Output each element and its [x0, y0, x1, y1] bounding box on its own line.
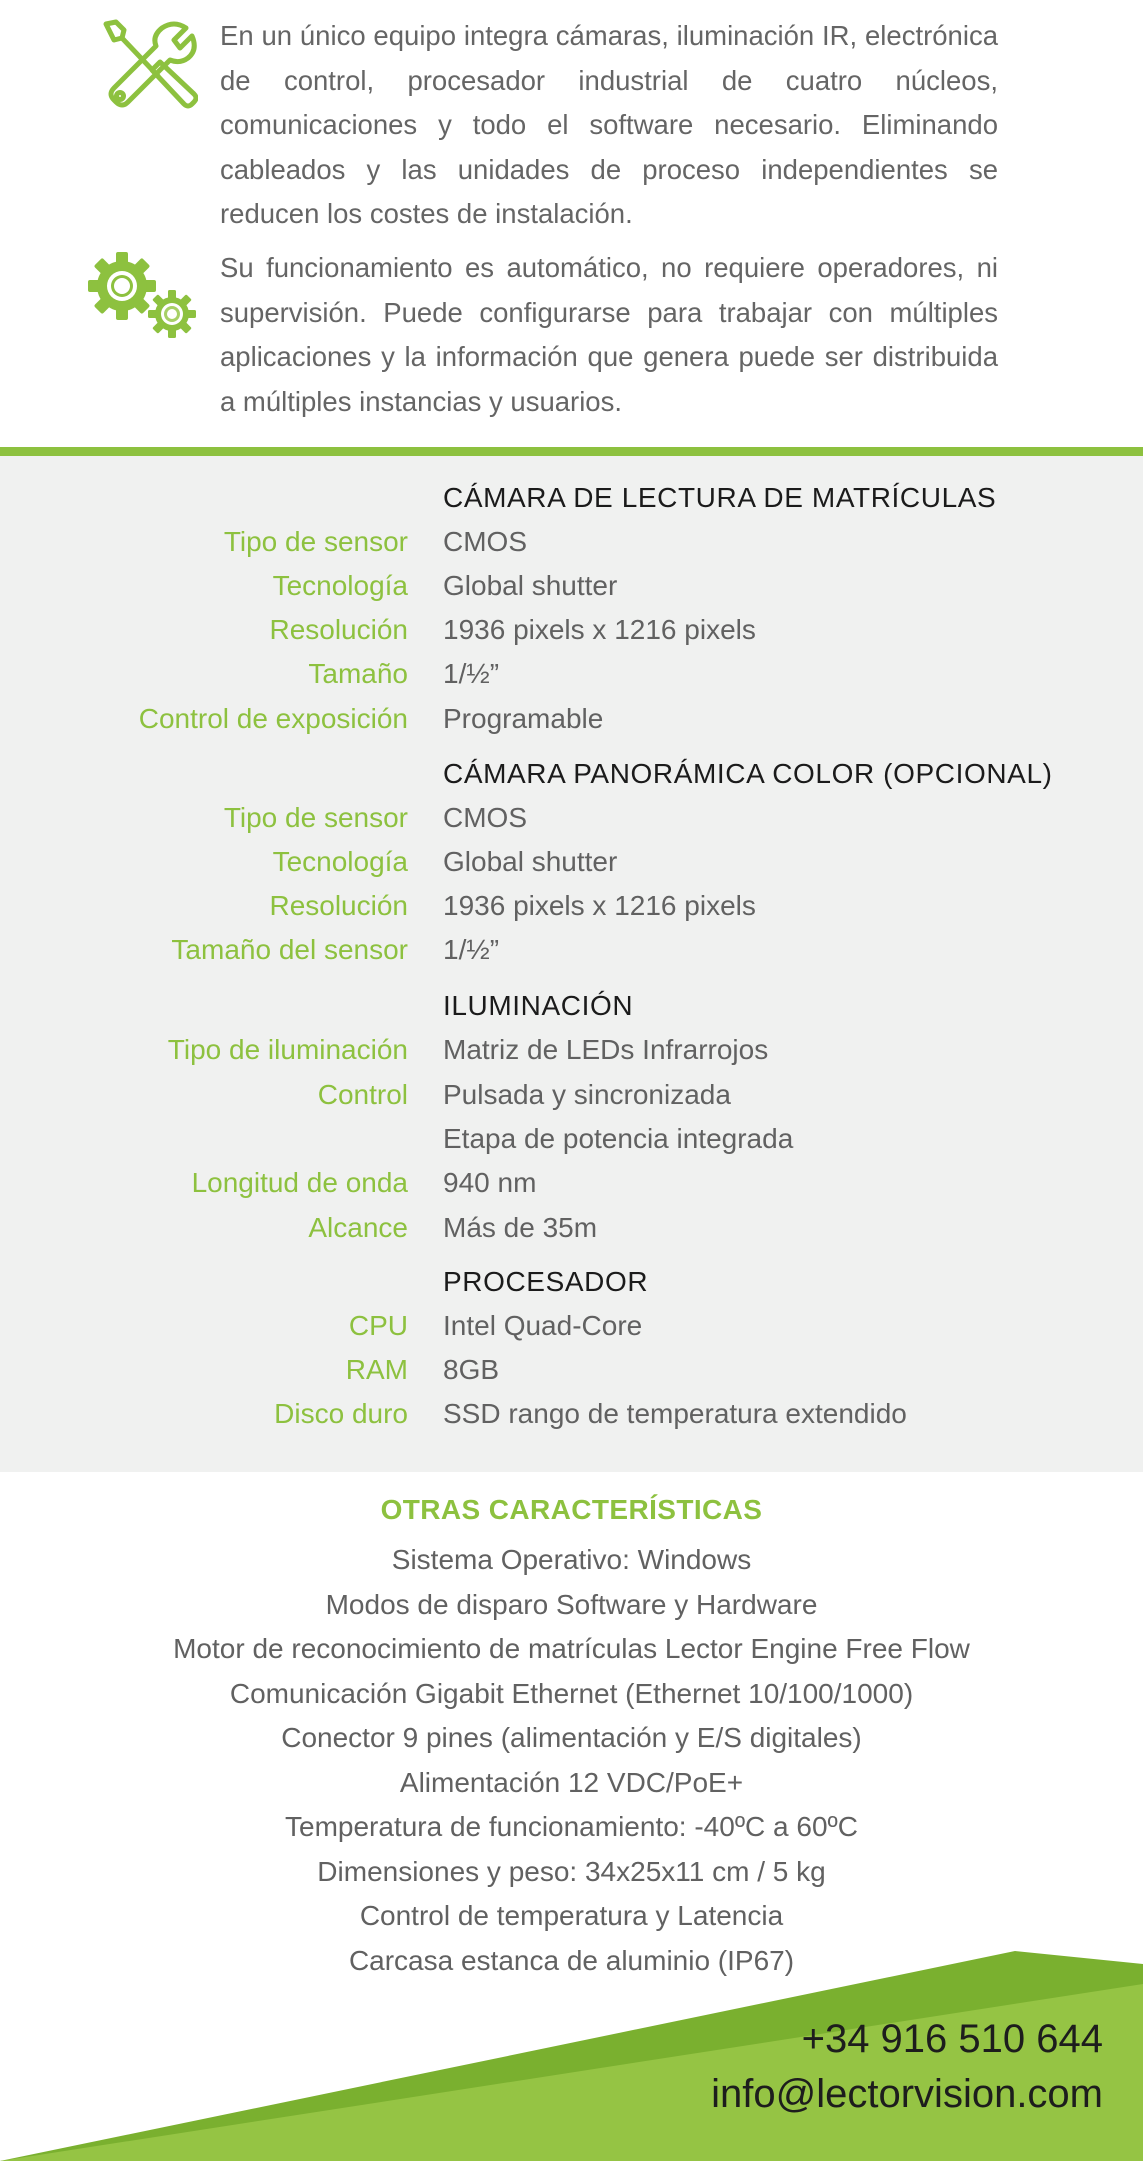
spec-value: 1936 pixels x 1216 pixels [443, 890, 756, 921]
spec-value: CMOS [443, 802, 527, 833]
spec-label: Resolución [269, 890, 408, 921]
spec-row [0, 570, 1143, 614]
spec-row [0, 1310, 1143, 1354]
heading-processor: PROCESADOR [443, 1266, 649, 1297]
spec-value: 1/½” [443, 934, 500, 965]
spec-value: Programable [443, 703, 604, 734]
spec-row [0, 1167, 1143, 1211]
spec-label: Tipo de iluminación [167, 1034, 408, 1065]
contact-email[interactable]: info@lectorvision.com [711, 2072, 1103, 2116]
spec-label: Tecnología [272, 570, 408, 601]
spec-value: CMOS [443, 526, 527, 557]
list-item: Modos de disparo Software y Hardware [325, 1588, 818, 1620]
spec-value: Global shutter [443, 570, 618, 601]
spec-label: Resolución [269, 614, 408, 645]
heading-panoramic-camera: CÁMARA PANORÁMICA COLOR (OPCIONAL) [443, 758, 1053, 789]
list-item: Control de temperatura y Latencia [359, 1900, 784, 1931]
other-features-list [0, 1538, 1143, 1983]
spec-value: Más de 35m [443, 1212, 598, 1243]
spec-label: Tipo de sensor [223, 802, 408, 833]
spec-label: RAM [345, 1354, 408, 1385]
other-features-title: OTRAS CARACTERÍSTICAS [380, 1494, 763, 1525]
spec-label: Longitud de onda [191, 1167, 408, 1198]
spec-label: Control de exposición [138, 703, 408, 734]
spec-value: SSD rango de temperatura extendido [443, 1398, 907, 1429]
list-item: Carcasa estanca de aluminio (IP67) [348, 1944, 795, 1976]
spec-label: Tipo de sensor [223, 526, 408, 557]
spec-label: Tecnología [272, 846, 408, 877]
spec-value: Intel Quad-Core [443, 1310, 643, 1341]
spec-row [0, 1123, 1143, 1167]
spec-row [0, 526, 1143, 570]
spec-value: Matriz de LEDs Infrarrojos [443, 1034, 769, 1065]
intro-paragraph-operation: Su funcionamiento es automático, no requiere operadores, ni supervisión. Puede configurarse para trabajar con múltiples aplicaciones y la información que genera puede ser distribuida a múltiples instancias y usuarios. [220, 252, 998, 417]
spec-label: Tamaño [308, 658, 408, 689]
spec-label: Disco duro [274, 1398, 408, 1429]
list-item: Alimentación 12 VDC/PoE+ [399, 1766, 744, 1798]
spec-value: Global shutter [443, 846, 618, 877]
spec-value: Pulsada y sincronizada [443, 1079, 731, 1110]
spec-label: CPU [348, 1310, 408, 1341]
spec-label: Tamaño del sensor [171, 934, 408, 965]
spec-value: 8GB [443, 1354, 500, 1385]
spec-row [0, 934, 1143, 978]
spec-row [0, 890, 1143, 934]
spec-row [0, 1034, 1143, 1078]
list-item: Sistema Operativo: Windows [391, 1544, 752, 1575]
list-item: Comunicación Gigabit Ethernet (Ethernet 10/100/1000) [229, 1677, 914, 1709]
spec-row [0, 658, 1143, 702]
section-divider [0, 447, 1143, 456]
spec-value: 1936 pixels x 1216 pixels [443, 614, 756, 645]
gears-icon [88, 252, 200, 344]
list-item: Temperatura de funcionamiento: -40ºC a 60ºC [285, 1811, 858, 1842]
intro-paragraph-installation: En un único equipo integra cámaras, iluminación IR, electrónica de control, procesador industrial de cuatro núcleos, comunicaciones y todo el software necesario. Eliminando cableados y las unidades de proceso independientes se reducen los costes de instalación. [220, 20, 998, 229]
spec-value: Etapa de potencia integrada [443, 1123, 794, 1154]
spec-label: Control [317, 1079, 408, 1110]
spec-value: 1/½” [443, 658, 500, 689]
spec-row [0, 614, 1143, 658]
spec-value: 940 nm [443, 1167, 537, 1198]
spec-row [0, 846, 1143, 890]
contact-phone[interactable]: +34 916 510 644 [801, 2017, 1103, 2061]
spec-row [0, 802, 1143, 846]
spec-row [0, 1079, 1143, 1123]
list-item: Dimensiones y peso: 34x25x11 cm / 5 kg [317, 1855, 826, 1887]
heading-lighting: ILUMINACIÓN [443, 990, 634, 1021]
tools-icon [100, 18, 198, 110]
spec-row [0, 1212, 1143, 1256]
spec-label: Alcance [308, 1212, 408, 1243]
list-item: Conector 9 pines (alimentación y E/S digitales) [281, 1722, 862, 1753]
spec-row [0, 1354, 1143, 1398]
heading-lpr-camera: CÁMARA DE LECTURA DE MATRÍCULAS [443, 482, 997, 513]
spec-row [0, 703, 1143, 747]
spec-row [0, 1398, 1143, 1442]
list-item: Motor de reconocimiento de matrículas Lector Engine Free Flow [173, 1633, 970, 1664]
